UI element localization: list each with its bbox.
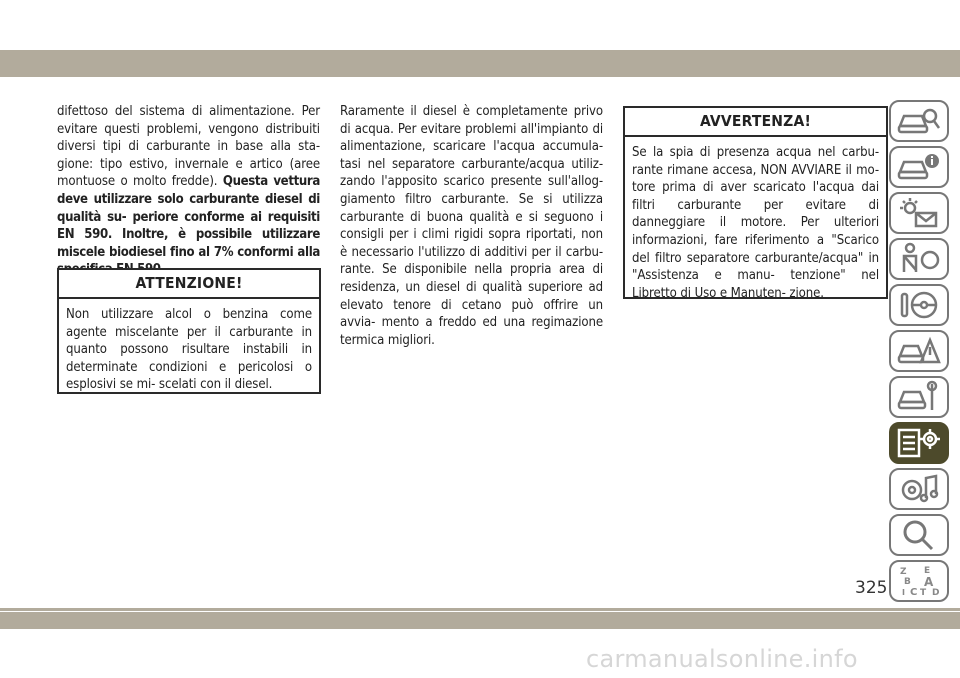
svg-text:T: T: [920, 588, 927, 598]
text-column-left: [57, 103, 320, 279]
text-column-middle: [340, 103, 603, 349]
warning-lights-message-icon[interactable]: [889, 192, 949, 234]
svg-text:B: B: [904, 577, 911, 587]
multimedia-music-icon[interactable]: [889, 468, 949, 510]
car-warning-triangle-icon[interactable]: [889, 330, 949, 372]
alphabetical-index-icon[interactable]: [889, 560, 949, 602]
avvertenza-body: Se la spia di presenza acqua nel carbu- rante rimane accesa, NON AVVIARE il mo- tore prima di aver scaricato l'acqua dai filtri carburante per evitare di danneggiare il motore. Per ulteriori informazioni, fare riferimento a "Scarico del filtro separatore carburante/acqua" in "Assistenza e manu- tenzione" nel Libretto di Uso e Manuten- zione.: [632, 145, 879, 301]
svg-text:E: E: [924, 566, 931, 576]
paragraph-water-separator: Raramente il diesel è completamente privo di acqua. Per evitare problemi all'impianto di alimentazione, scaricare l'acqua accumula- tasi nel separatore carburante/acqua utiliz- zando l'apposito scarico presente sull'allog- giamento filtro carburante. Se si utilizza carburante di buona qualità e si seguono i consigli per i climi rigidi sopra riportati, non è necessario l'utilizzo di additivi per il carbu- rante. Se disponibile nella propria area di residenza, un diesel di qualità superiore ad elevato tenore di cetano può offrire un avvia- mento a freddo ed una regimazione termica migliori.: [340, 104, 603, 348]
attenzione-box: [57, 268, 321, 394]
car-wrench-icon[interactable]: [889, 376, 949, 418]
svg-text:D: D: [932, 588, 940, 598]
avvertenza-box: [623, 106, 888, 299]
paragraph-fuel-seasonal: difettoso del sistema di alimentazione. Per evitare questi problemi, vengono distribuiti diversi tipi di carburante in base alla sta- gione: tipo estivo, invernale e artico (aree montuose o molto fredde).: [57, 104, 320, 190]
header-band: [0, 50, 960, 77]
avvertenza-title: AVVERTENZA!: [625, 108, 886, 137]
page-number: 325: [855, 578, 888, 598]
attenzione-body: Non utilizzare alcol o benzina come agente miscelante per il carburante in quanto possono risultare instabili in determinate condizioni e pericolosi o esplosivi se mi- scelati con il diesel.: [66, 307, 312, 393]
footer-line: [0, 608, 960, 611]
index-search-icon[interactable]: [889, 514, 949, 556]
footer-band: [0, 612, 960, 629]
specifications-gear-icon[interactable]: [889, 422, 949, 464]
svg-text:A: A: [924, 575, 934, 589]
steering-wheel-key-icon[interactable]: [889, 284, 949, 326]
attenzione-title: ATTENZIONE!: [59, 270, 319, 299]
svg-text:I: I: [902, 588, 905, 597]
seatbelt-airbag-icon[interactable]: [889, 238, 949, 280]
car-search-icon[interactable]: [889, 100, 949, 142]
svg-text:Z: Z: [900, 567, 907, 577]
paragraph-en590-requirement: Questa vettura deve utilizzare solo carburante diesel di qualità su- periore conforme ai requisiti EN 590. Inoltre, è possibile utilizzare miscele biodiesel fino al 7% conformi alla: [57, 174, 320, 260]
watermark-text: carmanualsonline.info: [586, 645, 858, 673]
car-info-icon[interactable]: [889, 146, 949, 188]
svg-text:C: C: [910, 587, 918, 598]
